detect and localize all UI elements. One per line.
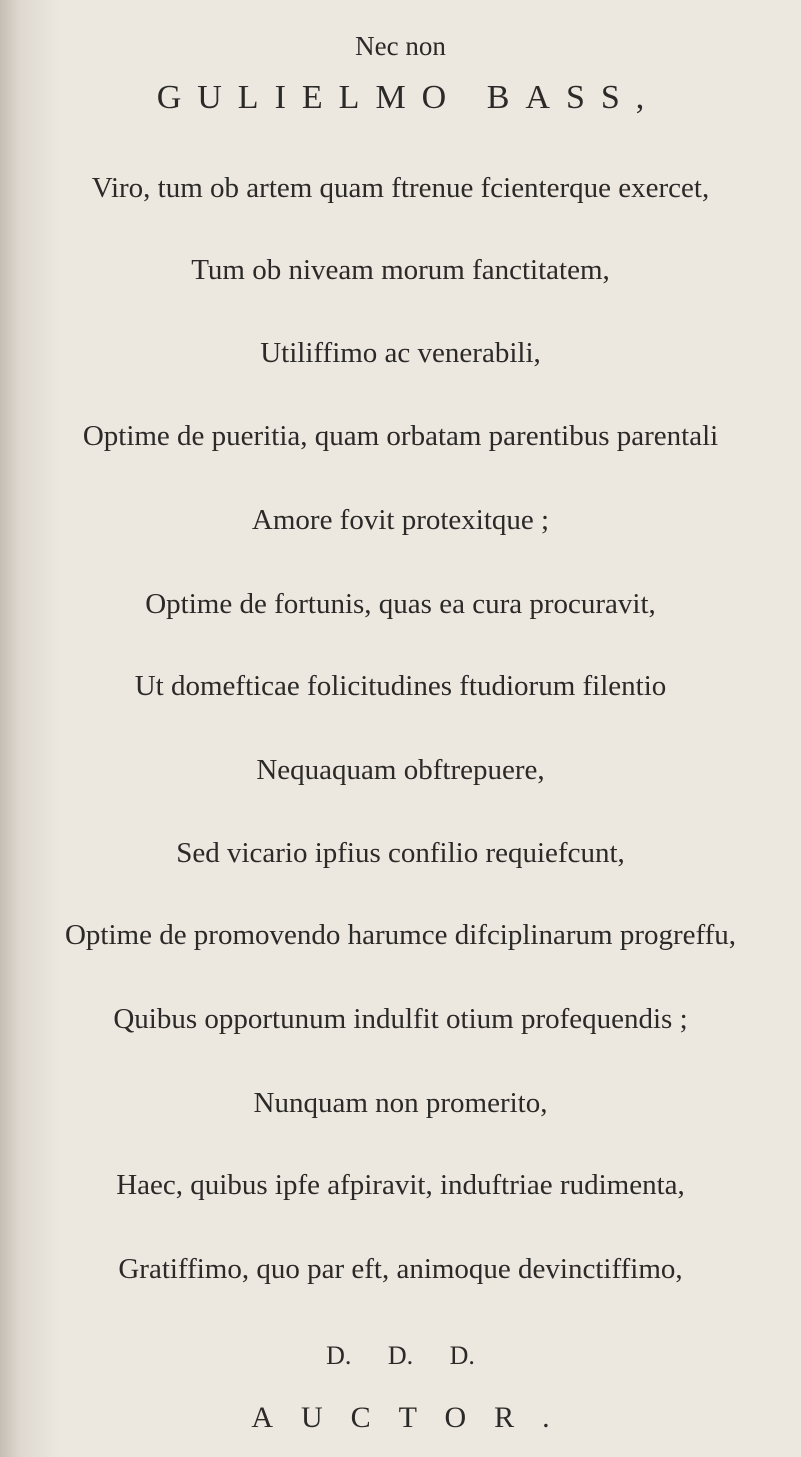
dedication-line-14: Gratiffimo, quo par eft, animoque devinctiffimo,: [118, 1253, 683, 1285]
dedication-line-12: Nunquam non promerito,: [253, 1087, 548, 1119]
header-text: Nec non: [355, 31, 446, 61]
dedication-line-10: Optime de promovendo harumce difciplinarum progreffu,: [64, 919, 737, 951]
dedicatee-name: GULIELMO BASS,: [156, 79, 661, 116]
dedication-line-7: Ut domefticae folicitudines ftudiorum filentio: [134, 670, 667, 702]
dedication-line-5: Amore fovit protexitque ;: [251, 504, 550, 536]
dedication-line-11: Quibus opportunum indulfit otium profequendis ;: [113, 1003, 688, 1035]
dedication-line-13: Haec, quibus ipfe afpiravit, induftriae rudimenta,: [116, 1169, 685, 1201]
dedication-line-8: Nequaquam obftrepuere,: [256, 754, 545, 786]
author-signature: AUCTOR.: [251, 1401, 578, 1434]
dedication-line-4: Optime de pueritia, quam orbatam parentibus parentali: [82, 420, 719, 452]
dedication-line-3: Utiliffimo ac venerabili,: [260, 337, 541, 369]
dedication-formula: D. D. D.: [326, 1341, 475, 1370]
dedication-line-2: Tum ob niveam morum fanctitatem,: [191, 254, 610, 286]
dedication-line-6: Optime de fortunis, quas ea cura procuravit,: [145, 588, 656, 620]
dedication-line-9: Sed vicario ipfius confilio requiefcunt,: [176, 837, 625, 869]
dedication-line-1: Viro, tum ob artem quam ftrenue fcienterque exercet,: [91, 172, 710, 204]
